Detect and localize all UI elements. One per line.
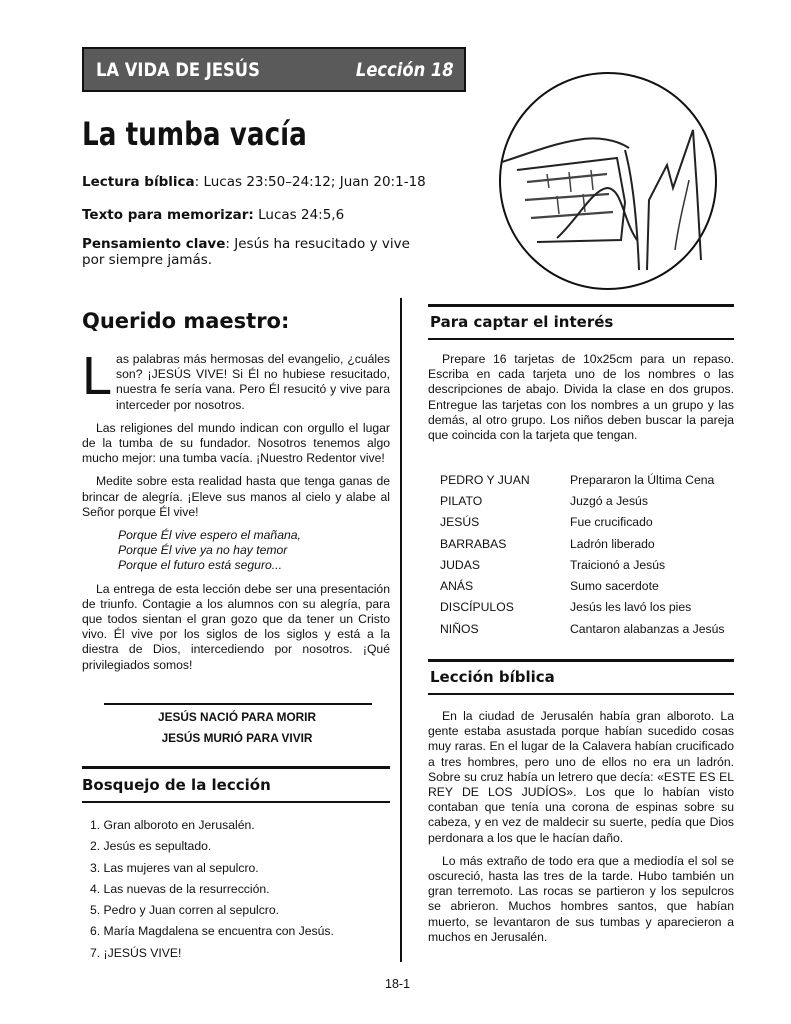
lesson-header-bar <box>82 47 466 92</box>
memory-verse-value: Lucas 24:5,6 <box>253 207 345 223</box>
motto-line-2: JESÚS MURIÓ PARA VIVIR <box>161 731 313 745</box>
table-row <box>440 469 724 490</box>
column-divider <box>400 298 402 962</box>
series-title: LA VIDA DE JESÚS <box>96 58 260 81</box>
teacher-paragraph-1: Las palabras más hermosas del evangelio, ¿cuáles son? ¡JESÚS VIVE! Si Él no hubiese resucitado, nuestra fe sería vana. Pero Él resucitó y vive para interceder por nosotros. <box>82 346 390 412</box>
outline-item: 7. ¡JESÚS VIVE! <box>90 945 182 960</box>
bible-lesson-text <box>428 709 734 953</box>
key-thought-value: : Jesús ha resucitado y vive por siempre jamás. <box>82 236 410 268</box>
card-name: PEDRO Y JUAN <box>440 472 530 487</box>
drop-cap: L <box>82 346 113 406</box>
card-name: JUDAS <box>440 557 480 572</box>
memory-verse <box>82 207 442 223</box>
hymn-line: Porque el futuro está seguro... <box>118 558 282 573</box>
teacher-heading: Querido maestro: <box>82 309 290 333</box>
card-description: Prepararon la Última Cena <box>570 472 715 487</box>
outline-bottom-rule <box>82 801 390 803</box>
empty-tomb-illustration <box>497 70 719 292</box>
card-description: Sumo sacerdote <box>570 579 659 594</box>
card-description: Traicionó a Jesús <box>570 557 666 572</box>
outline-item: 3. Las mujeres van al sepulcro. <box>90 860 259 875</box>
table-row <box>440 554 724 575</box>
hymn-line: Porque Él vive espero el mañana, <box>118 528 301 543</box>
bible-lesson-heading: Lección bíblica <box>430 668 555 686</box>
hymn-verse <box>118 528 390 574</box>
card-description: Ladrón liberado <box>570 536 655 551</box>
card-name: JESÚS <box>440 515 480 530</box>
bible-reading-value: : Lucas 23:50–24:12; Juan 20:1-18 <box>194 174 426 190</box>
card-name: DISCÍPULOS <box>440 600 514 615</box>
lesson-number: Lección 18 <box>356 58 454 81</box>
card-description: Cantaron alabanzas a Jesús <box>570 621 725 636</box>
bible-lesson-top-rule <box>428 659 734 662</box>
interest-top-rule <box>428 304 734 307</box>
teacher-letter <box>82 346 390 681</box>
key-thought-label: Pensamiento clave <box>82 236 226 252</box>
outline-item: 1. Gran alboroto en Jerusalén. <box>90 818 255 832</box>
outline-item: 5. Pedro y Juan corren al sepulcro. <box>90 903 280 918</box>
card-name: PILATO <box>440 493 483 508</box>
hymn-line: Porque Él vive ya no hay temor <box>118 543 288 558</box>
card-description: Juzgó a Jesús <box>570 493 648 508</box>
card-name: BARRABAS <box>440 536 507 551</box>
table-row <box>440 618 724 639</box>
bible-reading-label: Lectura bíblica <box>82 174 195 190</box>
table-row <box>440 512 724 533</box>
interest-paragraph: Prepare 16 tarjetas de 10x25cm para un repaso. Escriba en cada tarjeta uno de los nombres o las descripciones de abajo. Divida la clase en dos grupos. Entregue las tarjetas con los nombres a un grupo y las demás, al otro grupo. Los niños deben buscar la pareja que coincida con la tarjeta que tengan. <box>428 352 734 443</box>
bible-lesson-paragraph-1: En la ciudad de Jerusalén había gran alboroto. La gente estaba asustada porque habían sucedido cosas muy raras. En el lugar de la Calavera habían crucificado a tres hombres, pero uno de ellos no era un ladrón. Sobre su cruz había un letrero que decía: «ESTE ES EL REY DE LOS JUDÍOS». Los que lo habían visto contaban que tenía una corona de espinas sobre su cabeza, y en vez de maldecir su suerte, pedía que Dios perdonara a los que le hacían daño. <box>428 709 734 845</box>
bible-lesson-bottom-rule <box>428 693 734 695</box>
lesson-outline <box>90 815 334 964</box>
page-title: La tumba vacía <box>82 115 307 153</box>
card-description: Fue crucificado <box>570 515 653 530</box>
card-name: NIÑOS <box>440 621 479 636</box>
teacher-paragraph-2: Las religiones del mundo indican con orgullo el lugar de la tumba de su fundador. Nosotros tenemos algo mucho mejor: una tumba vacía. ¡Nuestro Redentor vive! <box>82 420 390 466</box>
table-row <box>440 575 724 596</box>
matching-cards-table <box>440 469 724 639</box>
outline-item: 2. Jesús es sepultado. <box>90 839 212 854</box>
interest-bottom-rule <box>428 338 734 340</box>
card-name: ANÁS <box>440 579 474 594</box>
motto-line-1: JESÚS NACIÓ PARA MORIR <box>158 710 316 724</box>
interest-heading: Para captar el interés <box>430 313 614 331</box>
key-thought <box>82 236 422 268</box>
outline-top-rule <box>82 766 390 769</box>
outline-item: 6. María Magdalena se encuentra con Jesús. <box>90 924 334 939</box>
interest-text <box>428 352 734 451</box>
bible-reading <box>82 174 442 190</box>
table-row <box>440 533 724 554</box>
teacher-paragraph-4: La entrega de esta lección debe ser una presentación de triunfo. Contagie a los alumnos con su alegría, para que todos sientan el gran gozo que da tener un Cristo vivo. Él vive por los siglos de los siglos y está a la diestra de Dios, intercediendo por nosotros. ¡Qué privilegiados somos! <box>82 581 390 672</box>
page-number: 18-1 <box>385 977 411 991</box>
outline-heading: Bosquejo de la lección <box>82 776 271 794</box>
card-description: Jesús les lavó los pies <box>570 600 692 615</box>
bible-lesson-paragraph-2: Lo más extraño de todo era que a mediodía el sol se oscureció, hasta las tres de la tarde. Hubo también un gran terremoto. Las rocas se partieron y los sepulcros se abrieron. Muchos hombres santos, que habían muerto, se levantaron de sus tumbas y aparecieron a muchos en Jerusalén. <box>428 853 734 944</box>
motto-rule <box>104 703 372 705</box>
table-row <box>440 490 724 511</box>
memory-verse-label: Texto para memorizar: <box>82 207 254 223</box>
motto <box>82 707 392 749</box>
outline-item: 4. Las nuevas de la resurrección. <box>90 881 270 896</box>
table-row <box>440 597 724 618</box>
teacher-paragraph-3: Medite sobre esta realidad hasta que tenga ganas de brincar de alegría. ¡Eleve sus manos al cielo y alabe al Señor porque Él vive! <box>82 474 390 519</box>
